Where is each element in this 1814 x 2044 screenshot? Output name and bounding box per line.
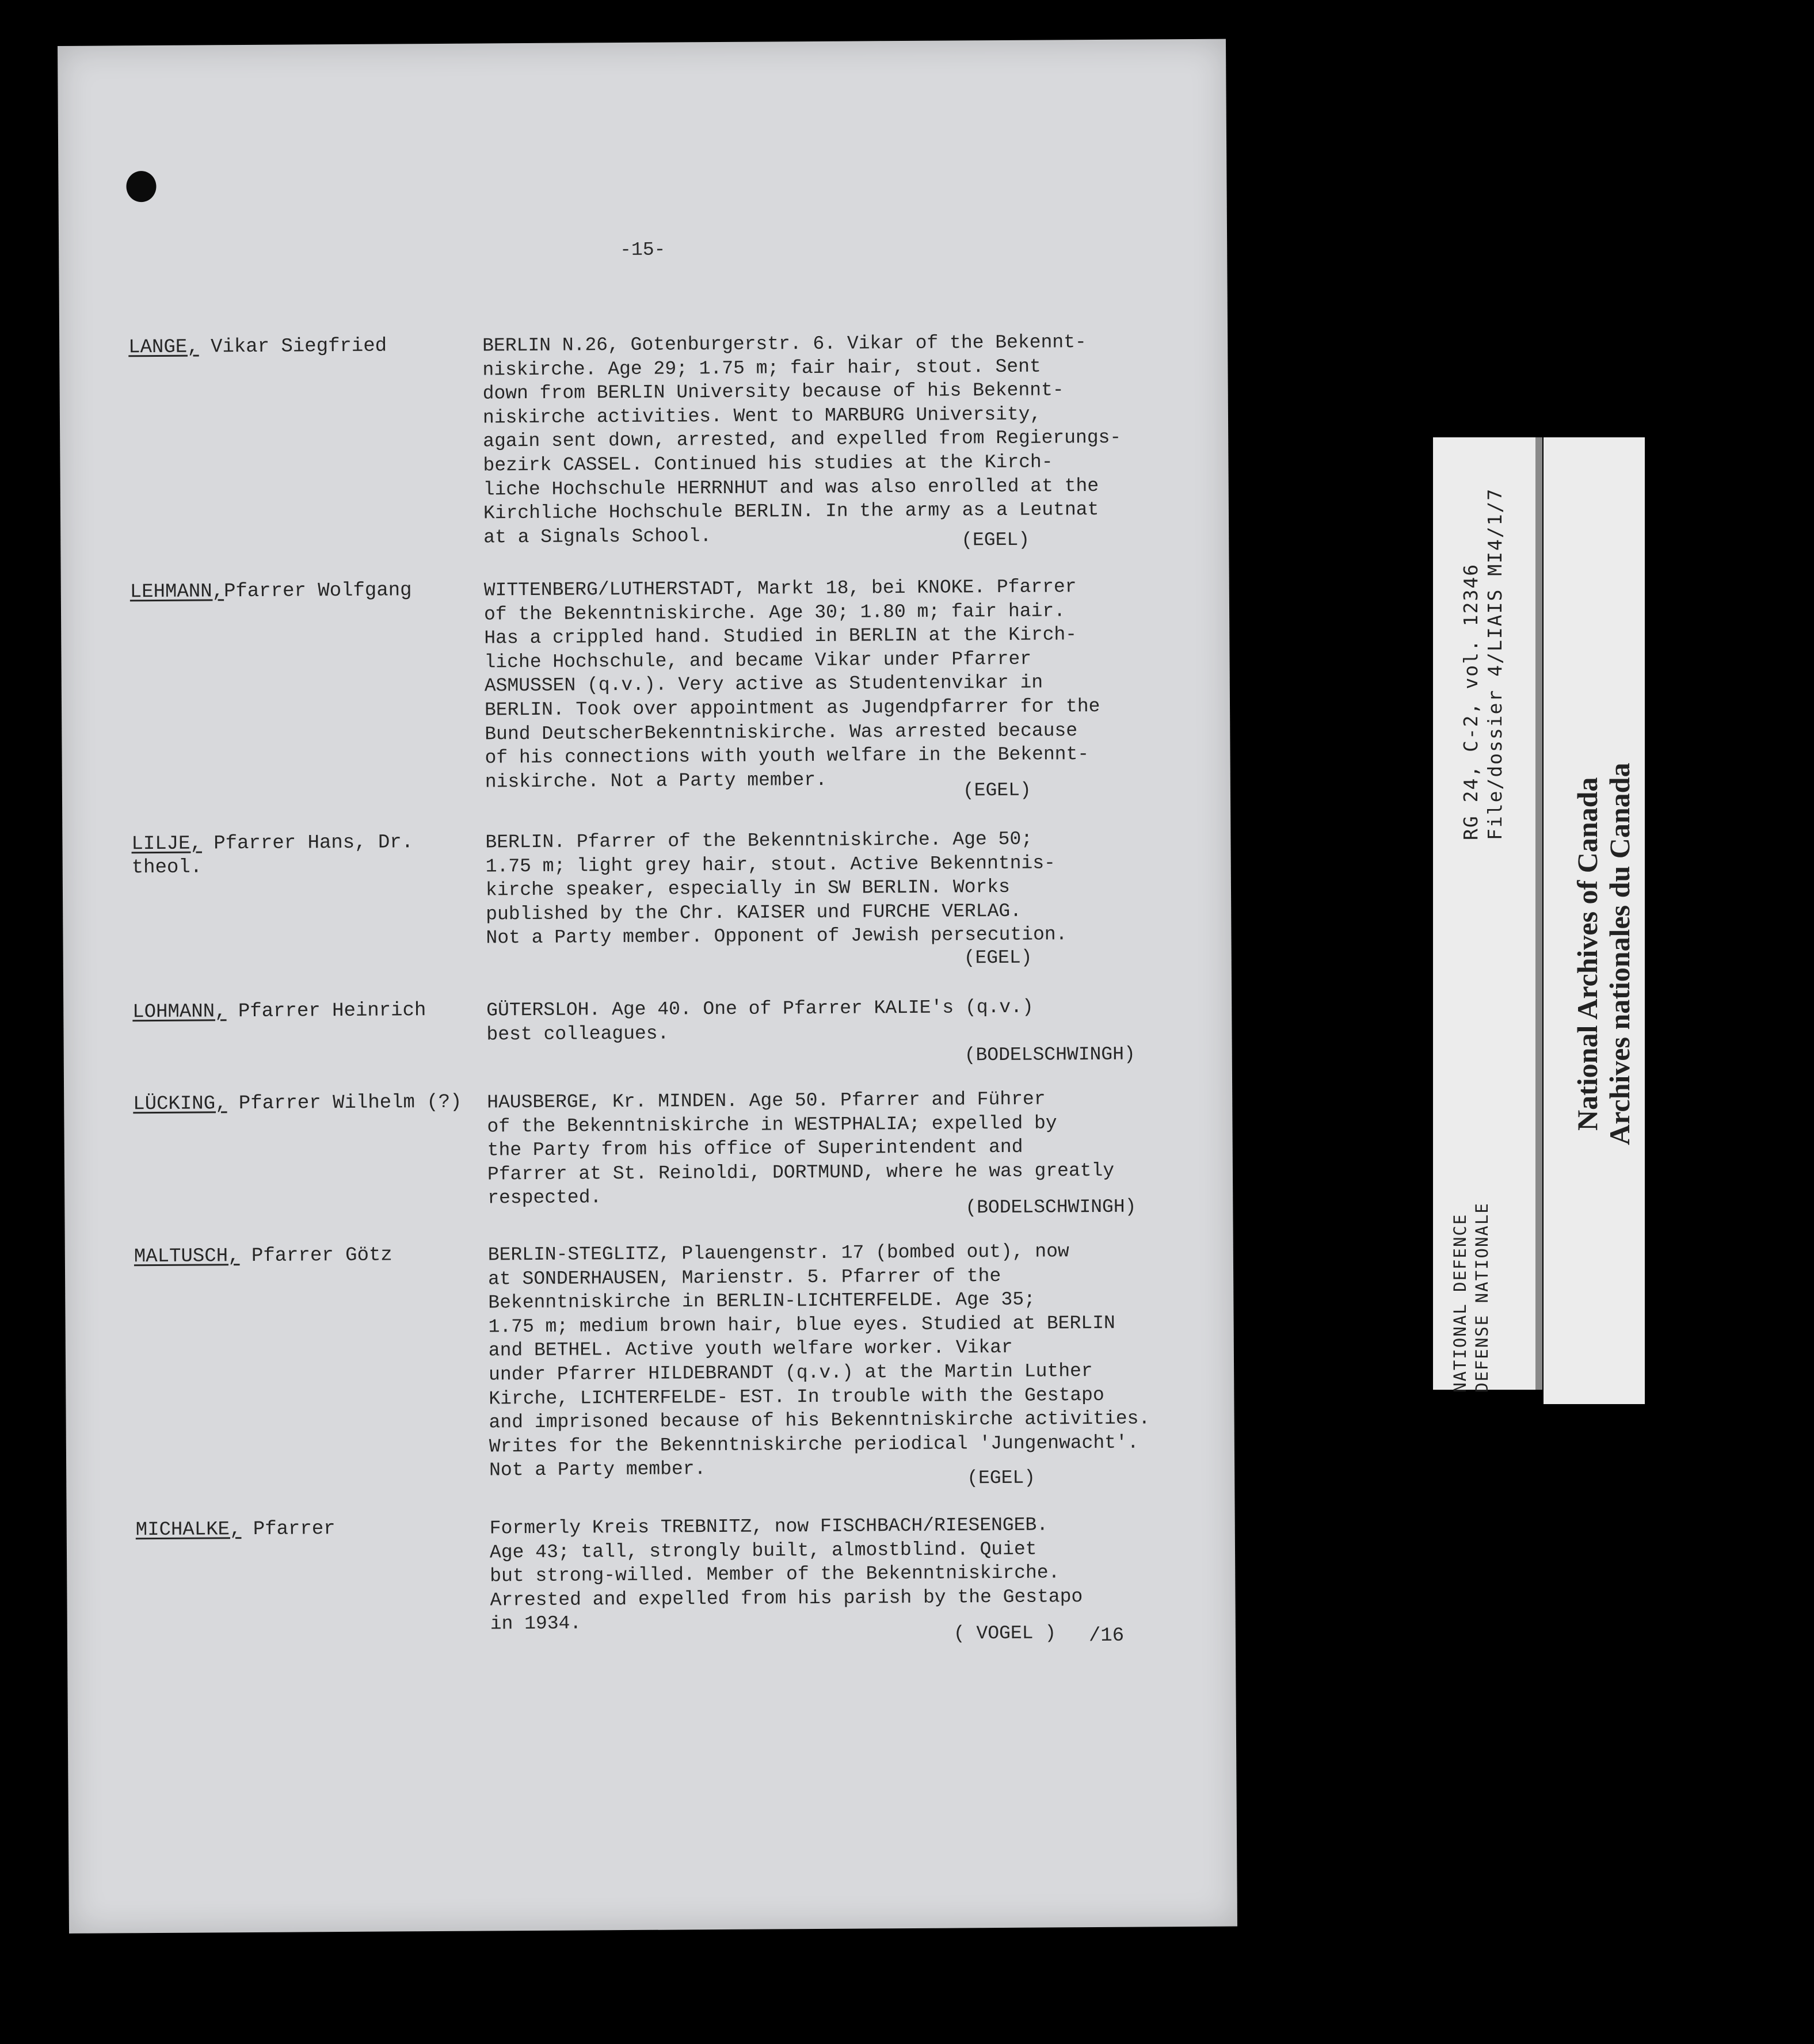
entry-title: Pfarrer Hans, Dr. theol. [131,832,414,879]
entry-surname: MICHALKE, [135,1519,242,1542]
entry-description: HAUSBERGE, Kr. MINDEN. Age 50. Pfarrer and Führer of the Bekenntniskirche in WESTPHALIA; expelled by the Party from his office of Superintendent and Pfarrer at St. Reinoldi, DORTMUND, where he was greatly respected. [487,1088,1115,1209]
entry-surname: LÜCKING, [133,1093,227,1116]
entry-source: ( VOGEL ) [953,1622,1057,1645]
national-archives-stamp [1571,763,1636,1145]
entry-maltusch [65,1239,1233,1489]
entry-title: Pfarrer Heinrich [226,1000,426,1023]
defence-line-2: DEFENSE NATIONALE [1472,1202,1492,1393]
entry-description: WITTENBERG/LUTHERSTADT, Markt 18, bei KNOKE. Pfarrer of the Bekenntniskirche. Age 30; 1.80 m; fair hair. Has a crippled hand. Studied in BERLIN at the Kirch- liche Hochschule, and became Vikar under Pfarrer ASMUSSEN (q.v.). Very active as Studentenvikar in BERLIN. Took over appointment as Jugendpfarrer for the Bund DeutscherBekenntniskirche. Was arrested because of his connections with youth welfare in the Bekennt- niskirche. Not a Party member. [483,576,1100,793]
entry-description: BERLIN. Pfarrer of the Bekenntniskirche. Age 50; 1.75 m; light grey hair, stout. Active Bekenntnis- kirche speaker, especially in SW BERLIN. Works published by the Chr. KAISER und FURCHE VERLAG. Not a Party member. Opponent of Jewish persecution. [485,828,1068,949]
entry-source: (BODELSCHWINGH) [964,1043,1135,1066]
entry-title: Pfarrer [241,1518,336,1541]
entry-source: (EGEL) [963,947,1032,969]
entry-name [136,1516,493,1542]
defence-line-1: NATIONAL DEFENCE [1450,1213,1470,1393]
archive-reference [1459,488,1507,840]
entry-name [134,1243,491,1269]
entry-lehmann [61,574,1229,802]
entry-description: BERLIN-STEGLITZ, Plauengenstr. 17 (bombed out), now at SONDERHAUSEN, Marienstr. 5. Pfarrer of the Bekenntniskirche in BERLIN-LICHTERFELDE. Age 35; 1.75 m; medium brown hair, blue eyes. Studied at BERLIN and BETHEL. Active youth welfare worker. Vikar under Pfarrer HILDEBRANDT (q.v.) at the Martin Luther Kirche, LICHTERFELDE- EST. In trouble with the Gestapo and imprisoned because of his Bekenntniskirche activities. Writes for the Bekenntniskirche periodical 'Jungenwacht'. Not a Party member. [487,1241,1150,1481]
entry-surname: LEHMANN, [129,581,224,604]
page-number: -15- [620,239,666,261]
entry-name [132,998,489,1024]
continuation-marker: /16 [1088,1624,1125,1648]
archives-line-2: Archives nationales du Canada [1603,762,1636,1145]
entry-surname: LOHMANN, [132,1001,227,1024]
entry-source: (BODELSCHWINGH) [965,1196,1137,1219]
entry-title: Pfarrer Götz [239,1244,392,1268]
entry-title: Pfarrer Wolfgang [223,579,412,603]
entry-surname: MALTUSCH, [134,1245,240,1268]
entry-title: Vikar Siegfried [199,335,387,359]
entry-source: (EGEL) [962,779,1031,802]
entry-description: GÜTERSLOH. Age 40. One of Pfarrer KALIE's (q.v.) best colleagues. [486,996,1034,1046]
entry-lohmann [63,994,1232,1066]
entry-description: BERLIN N.26, Gotenburgerstr. 6. Vikar of the Bekennt- niskirche. Age 29; 1.75 m; fair hair, stout. Sent down from BERLIN University because of his Bekennt- niskirche activities. Went to MARBURG University, again sent down, arrested, and expelled from Regierungs- bezirk CASSEL. Continued his studies at the Kirch- liche Hochschule HERRNHUT and was also enrolled at the Kirchliche Hochschule BERLIN. In the army as a Leutnat at a Signals School. [482,331,1122,548]
entry-lilje [62,826,1230,969]
entry-name [130,578,487,604]
national-defence-stamp [1449,1202,1493,1393]
reference-line-1: RG 24, C-2, vol. 12346 [1459,563,1482,840]
punch-hole [126,171,156,202]
entry-title: Pfarrer Wilhelm (?) [227,1091,462,1115]
entry-name [133,1090,490,1116]
archive-label-divider [1535,437,1542,1390]
archives-line-1: National Archives of Canada [1571,777,1603,1131]
entry-lange [59,330,1228,551]
entry-name [128,334,485,360]
entry-surname: LANGE, [128,336,199,359]
entry-luecking [64,1086,1232,1219]
entry-source: (EGEL) [967,1467,1036,1489]
entry-description: Formerly Kreis TREBNITZ, now FISCHBACH/RIESENGEB. Age 43; tall, strongly built, almostblind. Quiet but strong-willed. Member of the Bekenntniskirche. Arrested and expelled from his parish by the Gestapo in 1934. [489,1514,1083,1635]
entry-surname: LILJE, [131,833,203,856]
reference-line-2: File/dossier 4/LIAIS MI4/1/7 [1484,487,1506,840]
entry-source: (EGEL) [961,529,1030,551]
document-page [58,39,1237,1934]
entry-name [131,830,488,880]
